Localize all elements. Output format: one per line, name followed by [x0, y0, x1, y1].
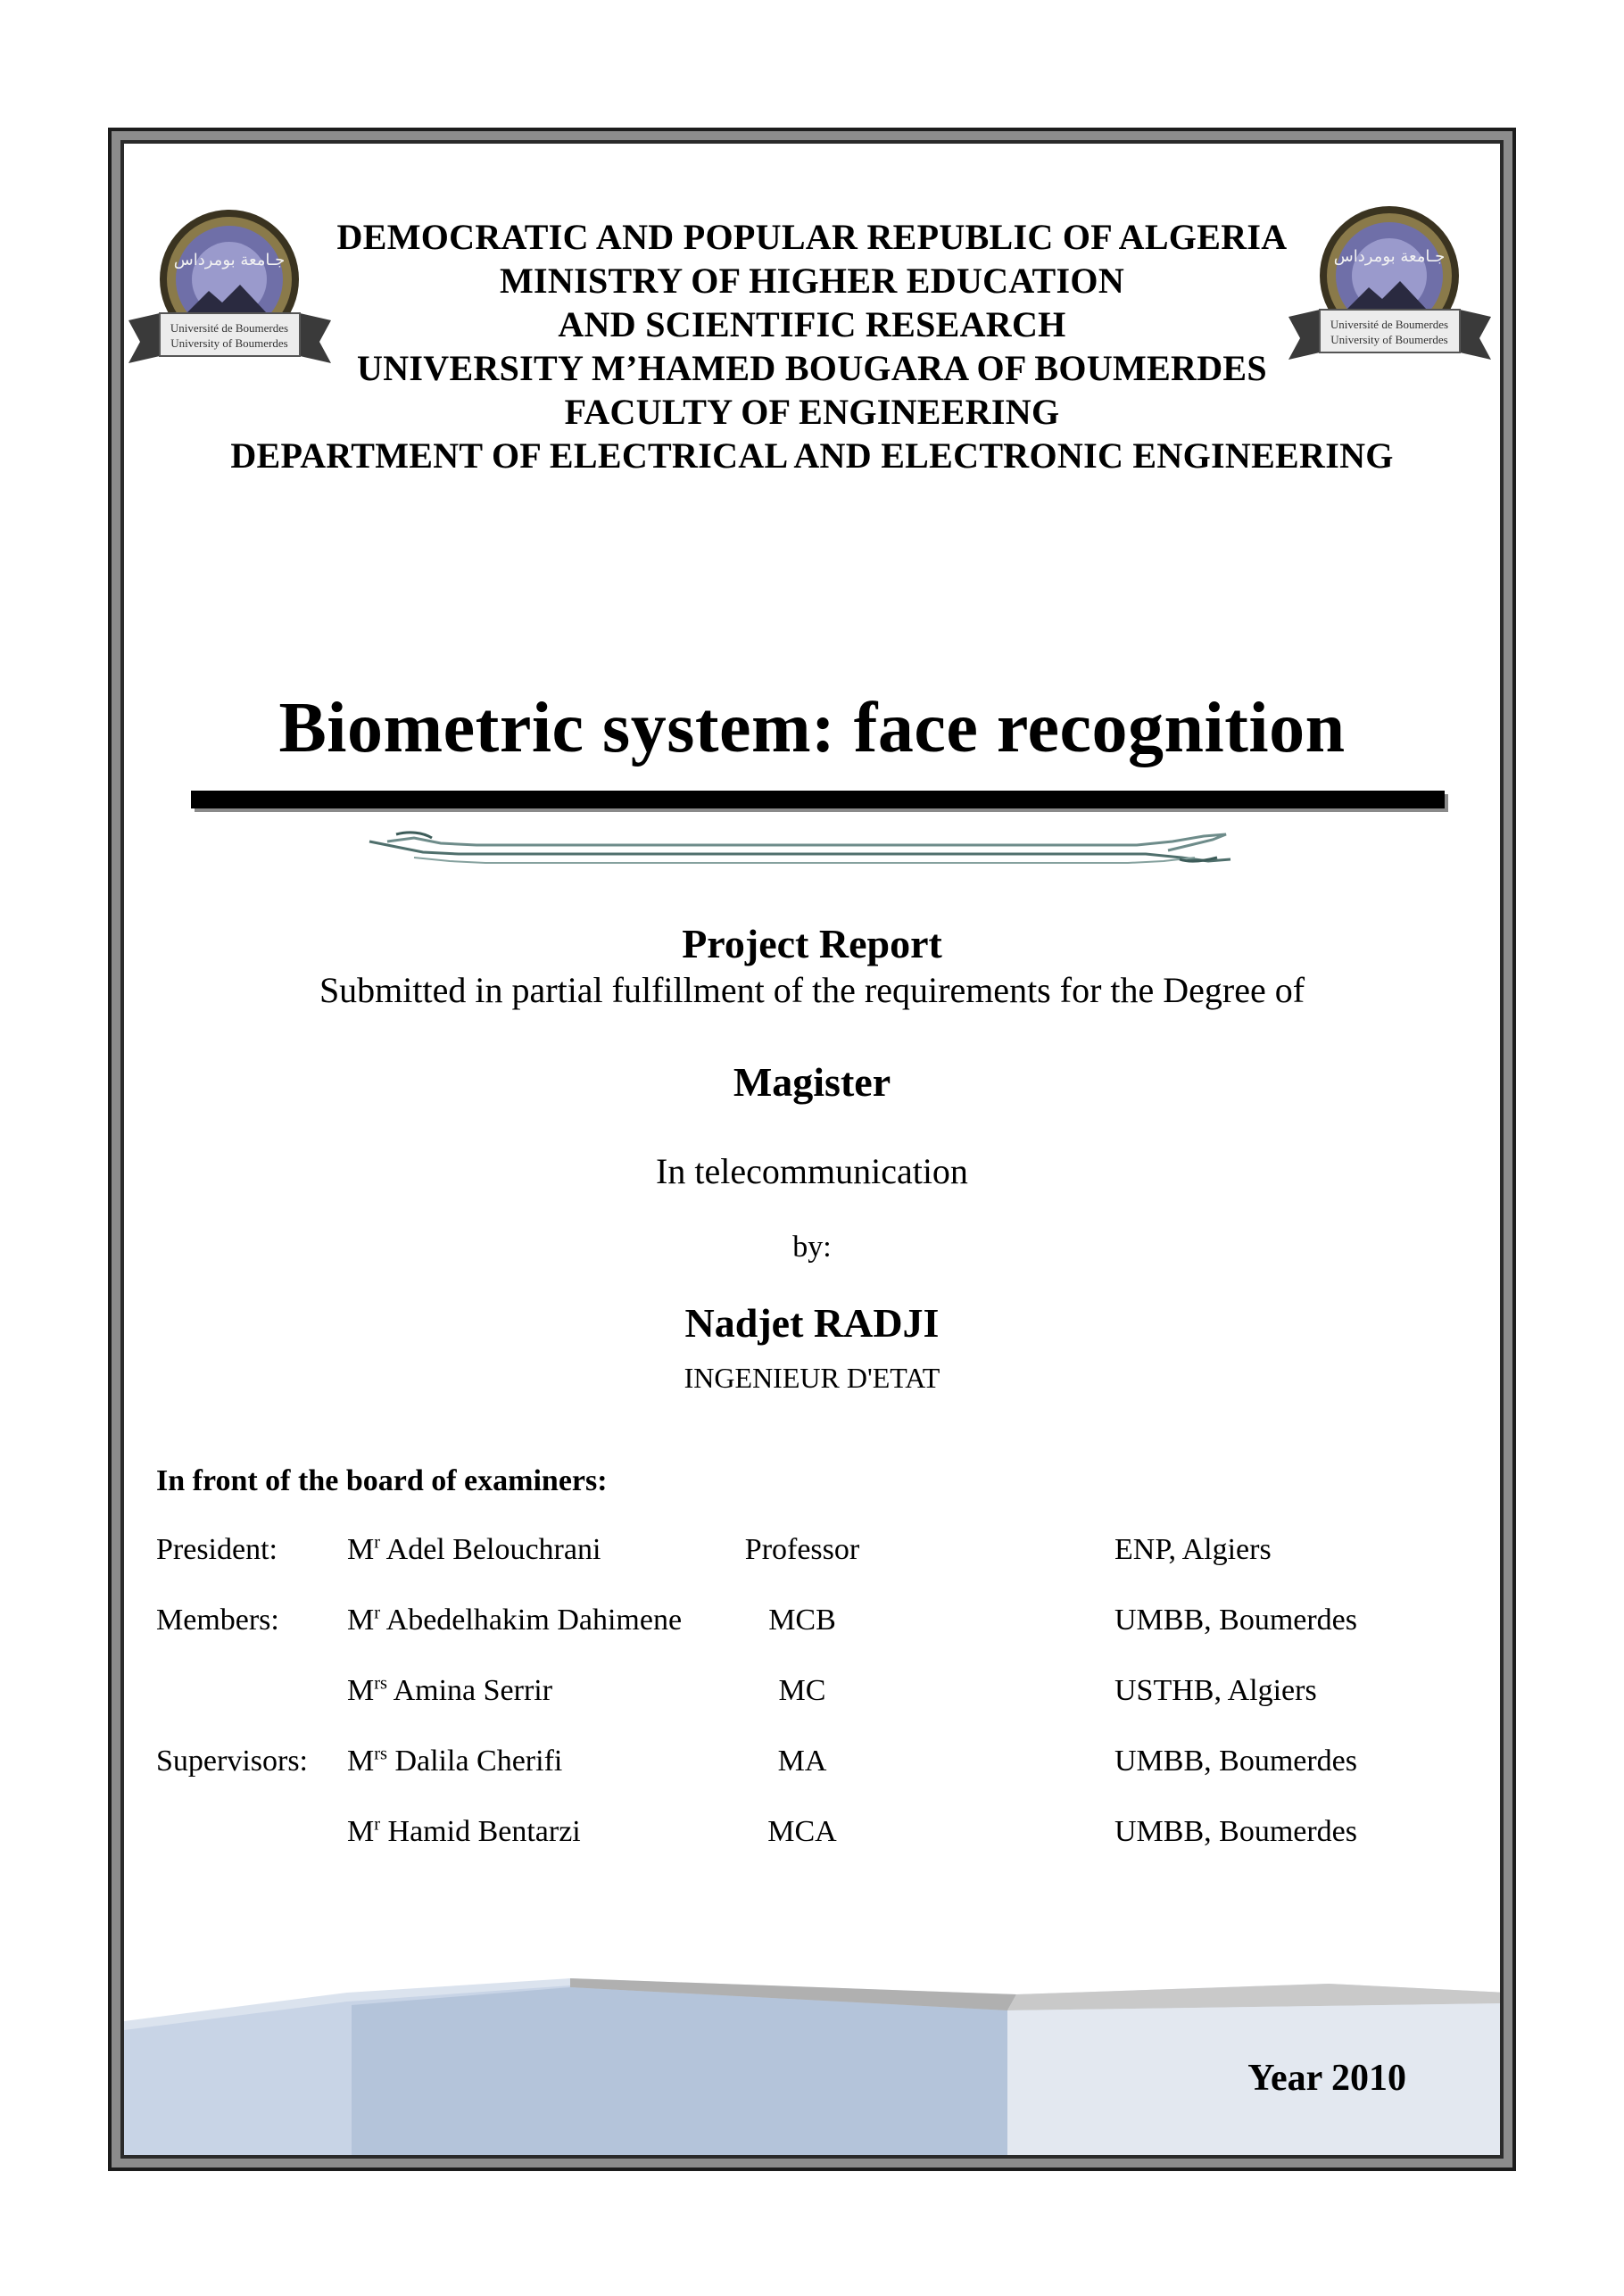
- header-line-country: DEMOCRATIC AND POPULAR REPUBLIC OF ALGERIA: [336, 217, 1288, 257]
- examiner-rank: MC: [778, 1674, 826, 1707]
- page-content: [120, 140, 1504, 2159]
- header-line-university: UNIVERSITY M’HAMED BOUGARA OF BOUMERDES: [357, 348, 1267, 388]
- examiner-role: Members:: [156, 1604, 279, 1637]
- logo-arabic-text: جـامعة بومرداس: [173, 251, 286, 269]
- title-underline: [191, 791, 1445, 808]
- examiner-name: $M^{rs}$ Amina Serrir: [347, 1673, 553, 1707]
- author-name: Nadjet RADJI: [684, 1300, 940, 1346]
- examiner-institution: UMBB, Boumerdes: [1114, 1604, 1357, 1637]
- examiner-name: $M^r$ Adel Belouchrani: [347, 1532, 601, 1566]
- submission-statement: Submitted in partial fulfillment of the requirements for the Degree of: [319, 970, 1305, 1010]
- examiner-name: $M^r$ Hamid Bentarzi: [347, 1814, 581, 1848]
- page-frame: [108, 128, 1516, 2171]
- logo-arabic-text: جـامعة بومرداس: [1333, 247, 1446, 266]
- examiner-institution: UMBB, Boumerdes: [1114, 1745, 1357, 1778]
- logo-banner-en: University of Boumerdes: [170, 336, 288, 350]
- logo-banner-fr: Université de Boumerdes: [1330, 318, 1449, 331]
- logo-banner-fr: Université de Boumerdes: [170, 321, 289, 335]
- logo-banner-en: University of Boumerdes: [1330, 333, 1448, 346]
- examiner-row: [124, 1533, 1500, 1587]
- header-line-research: AND SCIENTIFIC RESEARCH: [558, 304, 1066, 344]
- institution-header: [124, 215, 1500, 477]
- year-label: Year 2010: [1247, 2058, 1406, 2099]
- examiner-rank: MA: [777, 1745, 827, 1778]
- examiner-row: [124, 1604, 1500, 1657]
- examiner-rank: Professor: [744, 1533, 860, 1566]
- examiner-institution: ENP, Algiers: [1114, 1533, 1272, 1566]
- board-heading: In front of the board of examiners:: [156, 1464, 608, 1497]
- examiner-row: [124, 1815, 1500, 1869]
- by-label: by:: [792, 1231, 832, 1264]
- examiner-institution: USTHB, Algiers: [1114, 1674, 1317, 1707]
- header-line-faculty: FACULTY OF ENGINEERING: [564, 392, 1060, 432]
- examiner-row: [124, 1745, 1500, 1798]
- degree: Magister: [733, 1059, 891, 1105]
- document-title: Biometric system: face recognition: [278, 689, 1346, 767]
- author-title: INGENIEUR D'ETAT: [684, 1362, 940, 1394]
- ornament-divider: [360, 822, 1253, 875]
- examiner-row: [124, 1674, 1500, 1728]
- examiner-name: $M^{rs}$ Dalila Cherifi: [347, 1744, 563, 1778]
- degree-field: In telecommunication: [656, 1151, 968, 1191]
- examiner-name: $M^r$ Abedelhakim Dahimene: [347, 1603, 683, 1637]
- report-type: Project Report: [682, 921, 942, 966]
- examiner-institution: UMBB, Boumerdes: [1114, 1815, 1357, 1848]
- header-line-department: DEPARTMENT OF ELECTRICAL AND ELECTRONIC ENGINEERING: [230, 435, 1394, 476]
- examiner-rank: MCA: [767, 1815, 837, 1848]
- examiner-rank: MCB: [768, 1604, 836, 1637]
- header-line-ministry: MINISTRY OF HIGHER EDUCATION: [499, 261, 1125, 301]
- examiner-role: President:: [156, 1533, 278, 1566]
- examiner-role: Supervisors:: [156, 1745, 308, 1778]
